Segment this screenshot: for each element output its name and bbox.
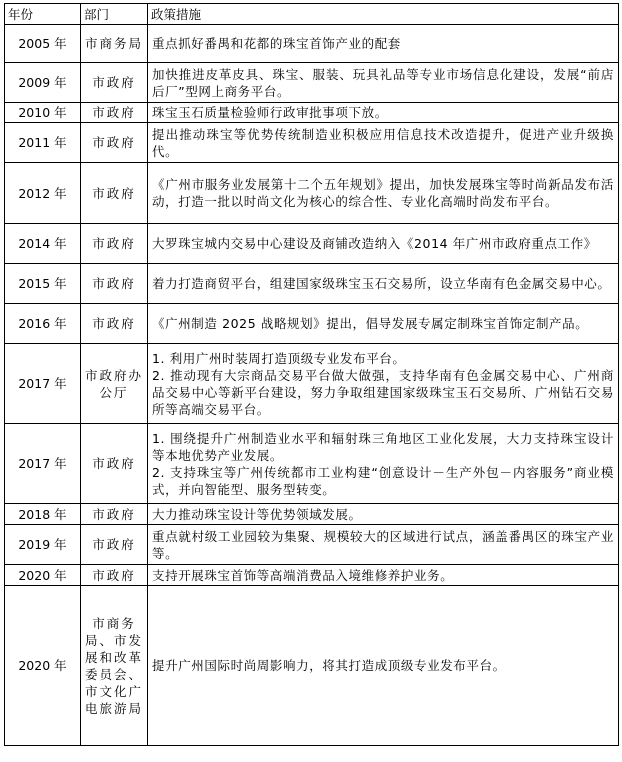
policy-cell	[148, 163, 619, 224]
year-cell: 2018 年	[5, 504, 81, 525]
policy-text: 2. 支持珠宝等广州传统都市工业构建“创意设计－生产外包－内容服务”商业模式，并向智能型、服务型转变。	[152, 464, 614, 497]
table-row	[5, 344, 619, 424]
policy-text: 重点抓好番禺和花都的珠宝首饰产业的配套	[152, 36, 401, 51]
policy-cell	[148, 525, 619, 565]
year-cell: 2015 年	[5, 264, 81, 304]
year-cell: 2020 年	[5, 586, 81, 746]
department-cell: 市政府	[81, 123, 148, 163]
policy-cell	[148, 63, 619, 103]
policy-cell	[148, 304, 619, 344]
year-cell: 2011 年	[5, 123, 81, 163]
department-cell: 市政府	[81, 504, 148, 525]
table-row	[5, 224, 619, 264]
policy-cell	[148, 25, 619, 63]
department-cell: 市政府	[81, 424, 148, 504]
table-row	[5, 504, 619, 525]
policy-text: 着力打造商贸平台，组建国家级珠宝玉石交易所，设立华南有色金属交易中心。	[152, 276, 611, 291]
year-cell: 2016 年	[5, 304, 81, 344]
year-cell: 2020 年	[5, 565, 81, 586]
table-row	[5, 586, 619, 746]
year-cell: 2014 年	[5, 224, 81, 264]
policy-text: 1. 围绕提升广州制造业水平和辐射珠三角地区工业化发展，大力支持珠宝设计等本地优势产业发展。	[152, 430, 614, 463]
policy-cell	[148, 504, 619, 525]
policy-text: 大罗珠宝城内交易中心建设及商铺改造纳入《2014 年广州市政府重点工作》	[152, 236, 597, 251]
table-row	[5, 565, 619, 586]
policy-text: 珠宝玉石质量检验师行政审批事项下放。	[152, 105, 388, 120]
department-cell: 市政府办公厅	[81, 344, 148, 424]
policy-text: 大力推动珠宝设计等优势领域发展。	[152, 506, 362, 522]
policy-text: 支持开展珠宝首饰等高端消费品入境维修养护业务。	[152, 567, 454, 583]
table-row	[5, 123, 619, 163]
policy-cell	[148, 565, 619, 586]
table-row	[5, 63, 619, 103]
policy-text: 提升广州国际时尚周影响力，将其打造成顶级专业发布平台。	[152, 658, 506, 673]
department-cell: 市政府	[81, 63, 148, 103]
header-policy: 政策措施	[148, 4, 619, 25]
header-year: 年份	[5, 4, 81, 25]
policy-text: 2. 推动现有大宗商品交易平台做大做强，支持华南有色金属交易中心、广州商品交易中心等新平台建设，努力争取组建国家级珠宝玉石交易所、广州钻石交易所等高端交易平台。	[152, 367, 614, 417]
table-row	[5, 103, 619, 123]
table-row	[5, 525, 619, 565]
policy-table	[4, 3, 619, 746]
department-cell: 市政府	[81, 103, 148, 123]
policy-text: 1. 利用广州时装周打造顶级专业发布平台。	[152, 350, 406, 366]
policy-cell	[148, 344, 619, 424]
department-cell: 市政府	[81, 565, 148, 586]
department-cell: 市商务局、市发展和改革委员会、市文化广电旅游局	[81, 586, 148, 746]
table-header-row	[5, 4, 619, 25]
table-row	[5, 424, 619, 504]
policy-text: 重点就村级工业园较为集聚、规模较大的区域进行试点，涵盖番禺区的珠宝产业等。	[152, 528, 614, 561]
policy-cell	[148, 586, 619, 746]
department-cell: 市商务局	[81, 25, 148, 63]
year-cell: 2019 年	[5, 525, 81, 565]
policy-text: 加快推进皮革皮具、珠宝、服装、玩具礼品等专业市场信息化建设，发展“前店后厂”型网上商务平台。	[152, 66, 614, 99]
policy-text: 《广州制造 2025 战略规划》提出，倡导发展专属定制珠宝首饰定制产品。	[152, 316, 589, 331]
table-row	[5, 163, 619, 224]
table-row	[5, 304, 619, 344]
year-cell: 2010 年	[5, 103, 81, 123]
table-row	[5, 25, 619, 63]
policy-cell	[148, 424, 619, 504]
year-cell: 2017 年	[5, 424, 81, 504]
department-cell: 市政府	[81, 525, 148, 565]
policy-text: 提出推动珠宝等优势传统制造业积极应用信息技术改造提升，促进产业升级换代。	[152, 126, 614, 159]
year-cell: 2017 年	[5, 344, 81, 424]
policy-cell	[148, 224, 619, 264]
department-cell: 市政府	[81, 224, 148, 264]
table-row	[5, 264, 619, 304]
policy-cell	[148, 103, 619, 123]
year-cell: 2005 年	[5, 25, 81, 63]
department-cell: 市政府	[81, 163, 148, 224]
year-cell: 2012 年	[5, 163, 81, 224]
year-cell: 2009 年	[5, 63, 81, 103]
policy-cell	[148, 264, 619, 304]
department-cell: 市政府	[81, 264, 148, 304]
policy-cell	[148, 123, 619, 163]
header-department: 部门	[81, 4, 148, 25]
department-cell: 市政府	[81, 304, 148, 344]
policy-text: 《广州市服务业发展第十二个五年规划》提出，加快发展珠宝等时尚新品发布活动，打造一批以时尚文化为核心的综合性、专业化高端时尚发布平台。	[152, 177, 614, 209]
